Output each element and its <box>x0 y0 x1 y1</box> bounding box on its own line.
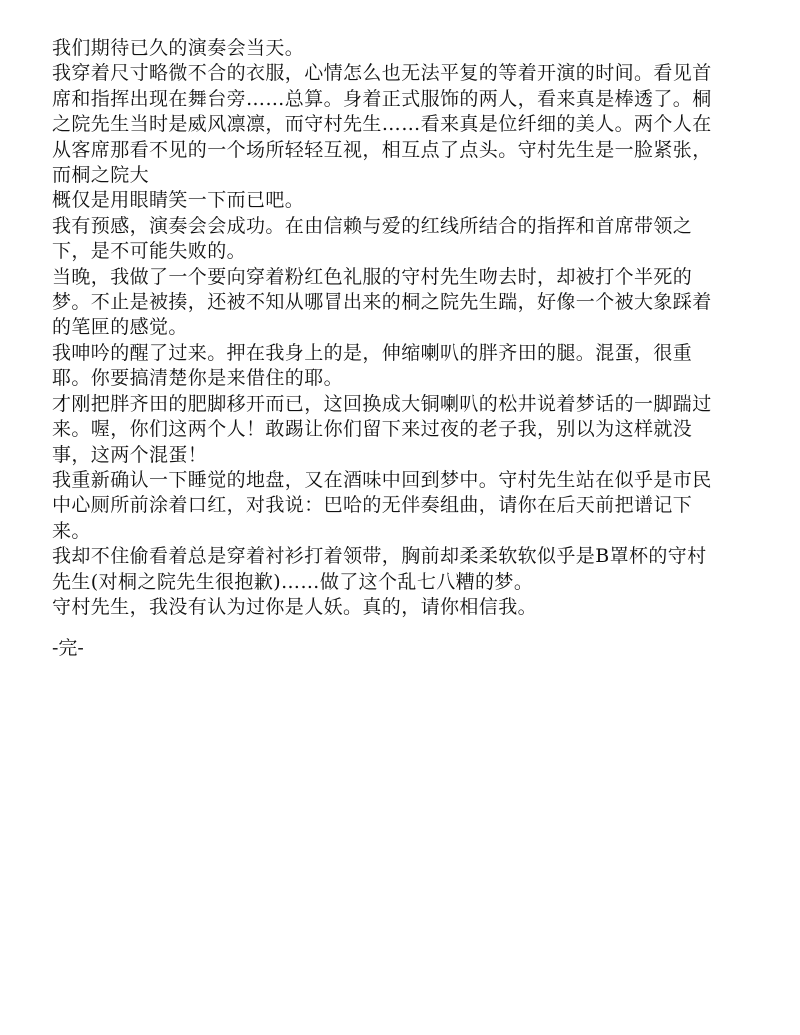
text-line: 耶。你要搞清楚你是来借住的耶。 <box>52 367 344 390</box>
text-line: 从客席那看不见的一个场所轻轻互视，相互点了点头。守村先生是一脸紧张， <box>52 138 712 161</box>
text-line: 才刚把胖齐田的肥脚移开而已，这回换成大铜喇叭的松井说着梦话的一脚踹过 <box>52 392 712 415</box>
text-line: 席和指挥出现在舞台旁……总算。身着正式服饰的两人，看来真是棒透了。桐 <box>52 87 712 110</box>
text-line: 之院先生当时是威风凛凛，而守村先生……看来真是位纤细的美人。两个人在 <box>52 113 712 136</box>
text-line: 我呻吟的醒了过来。押在我身上的是，伸缩喇叭的胖齐田的腿。混蛋，很重 <box>52 341 693 364</box>
text-line: 事，这两个混蛋！ <box>52 443 208 466</box>
paragraph-gap <box>52 620 764 636</box>
text-line: 我有预感，演奏会会成功。在由信赖与爱的红线所结合的指挥和首席带领之 <box>52 214 693 237</box>
text-line: 的笔匣的感觉。 <box>52 316 188 339</box>
document-page <box>52 36 764 661</box>
text-line: 概仅是用眼睛笑一下而已吧。 <box>52 189 305 212</box>
text-line: 中心厕所前涂着口红，对我说：巴哈的无伴奏组曲，请你在后天前把谱记下 <box>52 494 693 517</box>
text-line: 来。喔，你们这两个人！敢踢让你们留下来过夜的老子我，别以为这样就没 <box>52 418 693 441</box>
text-line: 我重新确认一下睡觉的地盘，又在酒味中回到梦中。守村先生站在似乎是市民 <box>52 468 712 491</box>
text-line: 下，是不可能失败的。 <box>52 240 247 263</box>
text-line: 而桐之院大 <box>52 164 150 187</box>
text-line: 梦。不止是被揍，还被不知从哪冒出来的桐之院先生踹，好像一个被大象踩着 <box>52 291 712 314</box>
text-line: 来。 <box>52 519 91 542</box>
text-line: 我却不住偷看着总是穿着衬衫打着领带，胸前却柔柔软软似乎是B罩杯的守村 <box>52 545 707 568</box>
text-line: 我穿着尺寸略微不合的衣服，心情怎么也无法平复的等着开演的时间。看见首 <box>52 62 712 85</box>
story-text <box>52 36 764 620</box>
text-line: 我们期待已久的演奏会当天。 <box>52 37 305 59</box>
text-line: 守村先生，我没有认为过你是人妖。真的，请你相信我。 <box>52 595 538 618</box>
text-line: 当晚，我做了一个要向穿着粉红色礼服的守村先生吻去时，却被打个半死的 <box>52 265 693 288</box>
text-line: 先生(对桐之院先生很抱歉)……做了这个乱七八糟的梦。 <box>52 570 534 593</box>
end-mark: -完- <box>52 637 84 660</box>
